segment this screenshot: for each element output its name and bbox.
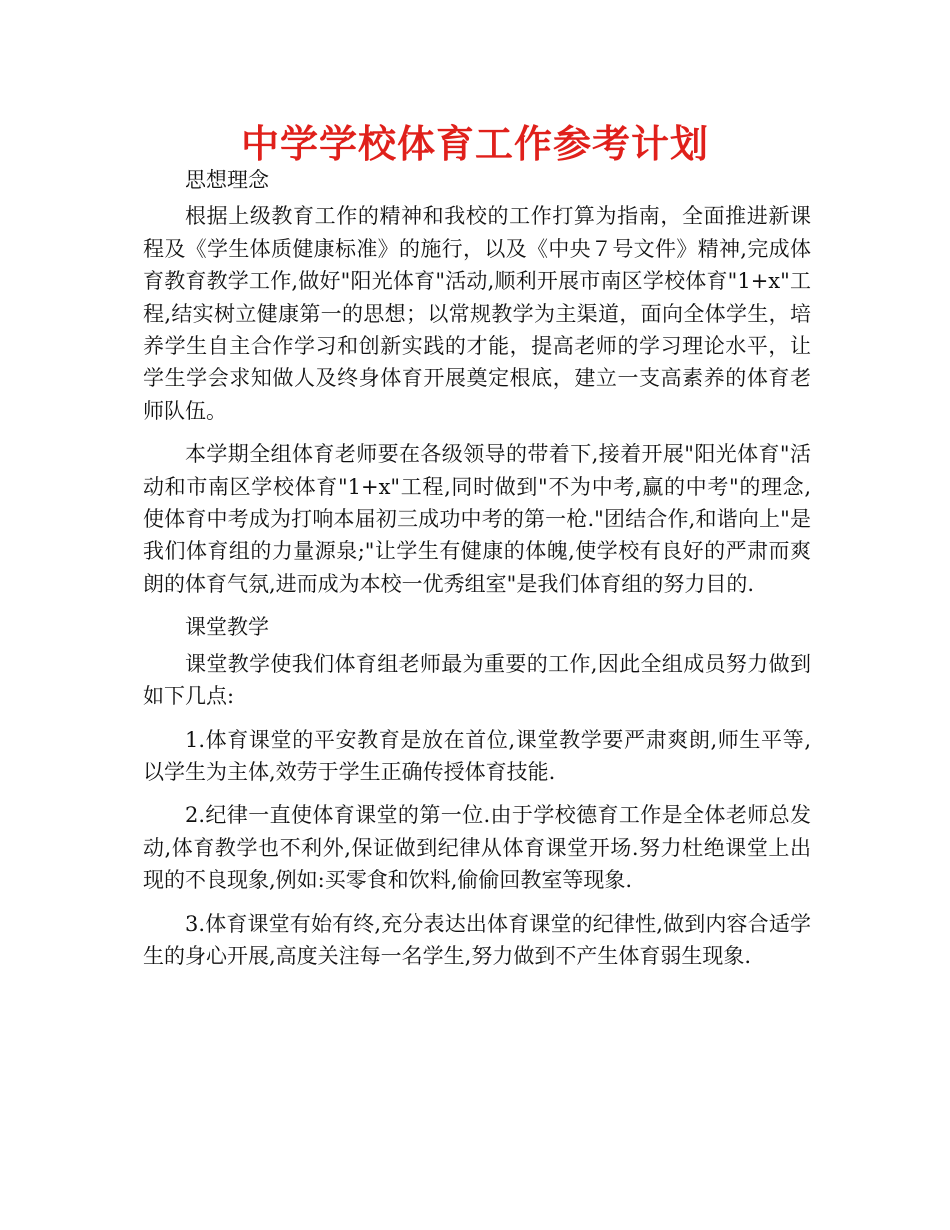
paragraph-semester-goals: 本学期全组体育老师要在各级领导的带着下,接着开展"阳光体育"活动和市南区学校体育"1+x"工程,同时做到"不为中考,赢的中考"的理念,使体育中考成为打响本届初三成功中考的第一枪."团结合作,和谐向上"是我们体育组的力量源泉;"让学生有健康的体魄,使学校有良好的严肃而爽朗的体育气氛,进而成为本校一优秀组室"是我们体育组的努力目的. <box>143 442 811 596</box>
document-title: 中学学校体育工作参考计划 <box>240 121 709 166</box>
section-heading-classroom: 课堂教学 <box>185 615 269 640</box>
paragraph-ideology: 根据上级教育工作的精神和我校的工作打算为指南，全面推进新课程及《学生体质健康标准》的施行，以及《中央７号文件》精神,完成体育教育教学工作,做好"阳光体育"活动,顺利开展市南区学校体育"1+x"工程,结实树立健康第一的思想；以常规教学为主渠道，面向全体学生，培养学生自主合作学习和创新实践的才能，提高老师的学习理论水平，让学生学会求知做人及终身体育开展奠定根底，建立一支高素养的体育老师队伍。 <box>143 204 811 423</box>
document-body <box>143 164 811 972</box>
paragraph-point-2: 2.纪律一直使体育课堂的第一位.由于学校德育工作是全体老师总发动,体育教学也不利外,保证做到纪律从体育课堂开场.努力杜绝课堂上出现的不良现象,例如:买零食和饮料,偷偷回教室等现象. <box>143 803 811 893</box>
paragraph-point-1: 1.体育课堂的平安教育是放在首位,课堂教学要严肃爽朗,师生平等,以学生为主体,效劳于学生正确传授体育技能. <box>143 727 811 784</box>
paragraph-classroom-intro: 课堂教学使我们体育组老师最为重要的工作,因此全组成员努力做到如下几点: <box>143 651 811 709</box>
paragraph-point-3: 3.体育课堂有始有终,充分表达出体育课堂的纪律性,做到内容合适学生的身心开展,高度关注每一名学生,努力做到不产生体育弱生现象. <box>143 911 811 968</box>
section-heading-ideology: 思想理念 <box>185 168 269 192</box>
